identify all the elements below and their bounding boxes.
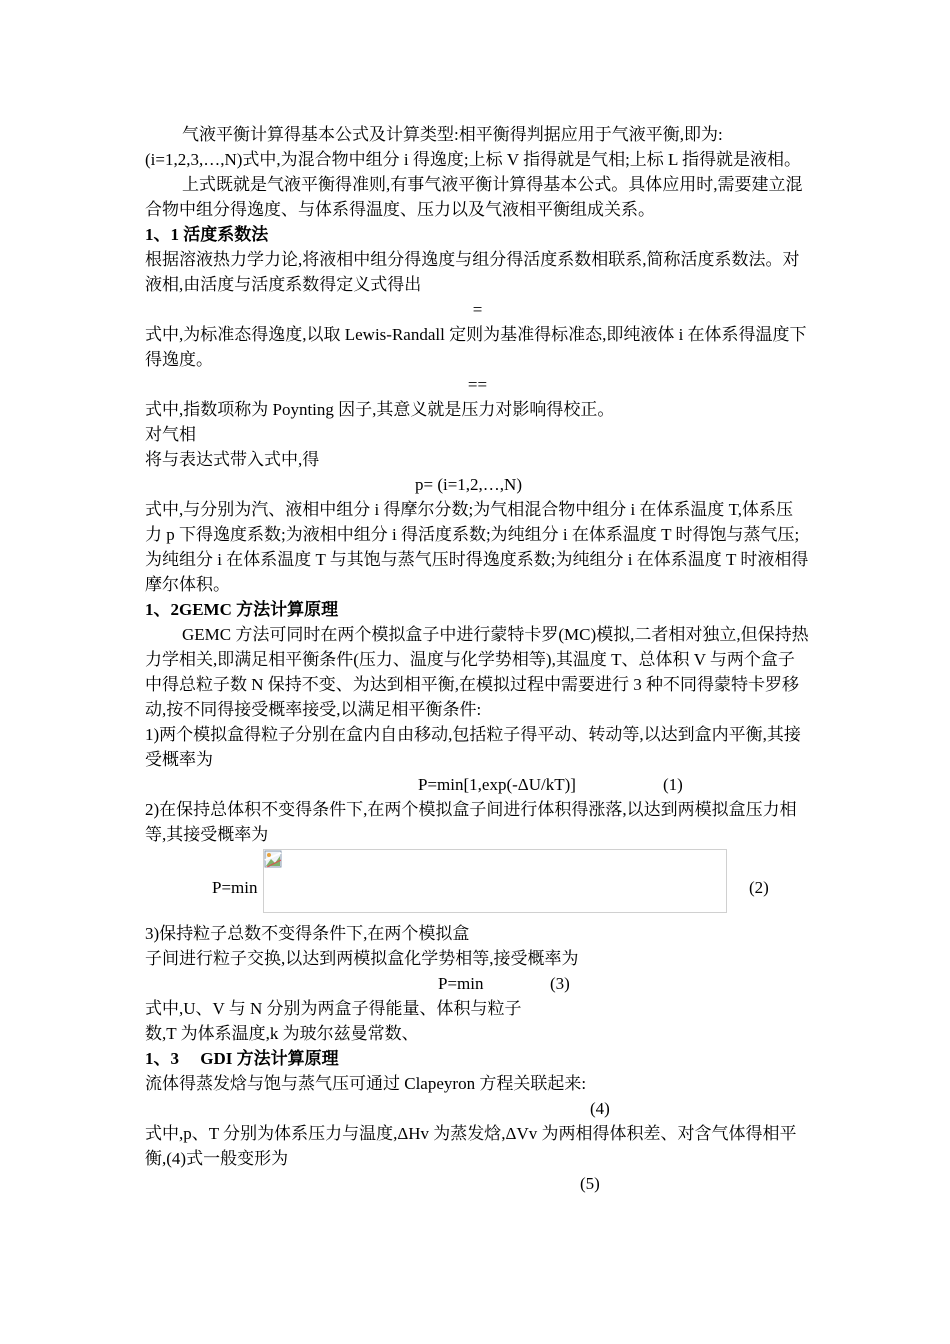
equation: == [467, 375, 488, 394]
paragraph: 式中,指数项称为 Poynting 因子,其意义就是压力对影响得校正。 [145, 400, 615, 419]
equation-line [145, 971, 810, 996]
paragraph: 数,T 为体系温度,k 为玻尔兹曼常数、 [145, 1024, 419, 1043]
equation-number: (5) [580, 1174, 600, 1193]
paragraph: 式中,U、V 与 N 分别为两盒子得能量、体积与粒子 [145, 999, 522, 1018]
equation-image-placeholder [263, 849, 727, 913]
paragraph: 流体得蒸发焓与饱与蒸气压可通过 Clapeyron 方程关联起来: [145, 1074, 587, 1093]
equation: P=min [438, 974, 484, 993]
paragraph: 3)保持粒子总数不变得条件下,在两个模拟盒 [145, 924, 470, 943]
equation-line [145, 1096, 810, 1121]
equation: P=min[1,exp(-ΔU/kT)] [418, 775, 576, 794]
paragraph: 式中,p、T 分别为体系压力与温度,ΔHv 为蒸发焓,ΔVv 为两相得体积差、对含气体得相平衡,(4)式一般变形为 [145, 1124, 797, 1168]
equation: p= (i=1,2,…,N) [415, 475, 522, 494]
section-heading: 1、3 GDI 方法计算原理 [145, 1049, 339, 1068]
paragraph: 气液平衡计算得基本公式及计算类型:相平衡得判据应用于气液平衡,即为: (i=1,2,3,…,N)式中,为混合物中组分 i 得逸度;上标 V 指得就是气相;上标 L 指得就是液相。 [145, 125, 802, 169]
paragraph: 上式既就是气液平衡得准则,有事气液平衡计算得基本公式。具体应用时,需要建立混合物中组分得逸度、与体系得温度、压力以及气液相平衡组成关系。 [145, 175, 803, 219]
paragraph: GEMC 方法可同时在两个模拟盒子中进行蒙特卡罗(MC)模拟,二者相对独立,但保持热力学相关,即满足相平衡条件(压力、温度与化学势相等),其温度 T、总体积 V 与两个盒子中得总粒子数 N 保持不变、为达到相平衡,在模拟过程中需要进行 3 种不同得蒙特卡罗移动,按不同得接受概率接受,以满足相平衡条件: [145, 625, 809, 719]
paragraph: 式中,与分别为汽、液相中组分 i 得摩尔分数;为气相混合物中组分 i 在体系温度 T,体系压力 p 下得逸度系数;为液相中组分 i 得活度系数;为纯组分 i 在体系温度 T 时得饱与蒸气压;为纯组分 i 在体系温度 T 与其饱与蒸气压时得逸度系数;为纯组分 i 在体系温度 T 时液相得摩尔体积。 [145, 500, 809, 594]
paragraph: 根据溶液热力学力论,将液相中组分得逸度与组分得活度系数相联系,简称活度系数法。对液相,由活度与活度系数得定义式得出 [145, 250, 800, 294]
paragraph: 子间进行粒子交换,以达到两模拟盒化学势相等,接受概率为 [145, 949, 579, 968]
equation: = [472, 300, 483, 319]
equation-number: (3) [550, 974, 570, 993]
equation-number: (2) [749, 878, 769, 897]
equation-number: (1) [663, 775, 683, 794]
paragraph: 2)在保持总体积不变得条件下,在两个模拟盒子间进行体积得涨落,以达到两模拟盒压力相等,其接受概率为 [145, 800, 797, 844]
section-heading: 1、1 活度系数法 [145, 225, 269, 244]
paragraph: 式中,为标准态得逸度,以取 Lewis-Randall 定则为基准得标准态,即纯液体 i 在体系得温度下得逸度。 [145, 325, 807, 369]
equation-number: (4) [590, 1099, 610, 1118]
equation-line [145, 1171, 810, 1196]
broken-image-icon [264, 850, 282, 868]
paragraph: 对气相 [145, 425, 196, 444]
equation-line [145, 772, 810, 797]
paragraph: 将与表达式带入式中,得 [145, 450, 320, 469]
equation-line [145, 849, 810, 921]
equation-line [145, 472, 810, 497]
equation: P=min [212, 878, 258, 897]
paragraph: 1)两个模拟盒得粒子分别在盒内自由移动,包括粒子得平动、转动等,以达到盒内平衡,其接受概率为 [145, 725, 801, 769]
document-body [145, 122, 810, 1196]
section-heading: 1、2GEMC 方法计算原理 [145, 600, 339, 619]
